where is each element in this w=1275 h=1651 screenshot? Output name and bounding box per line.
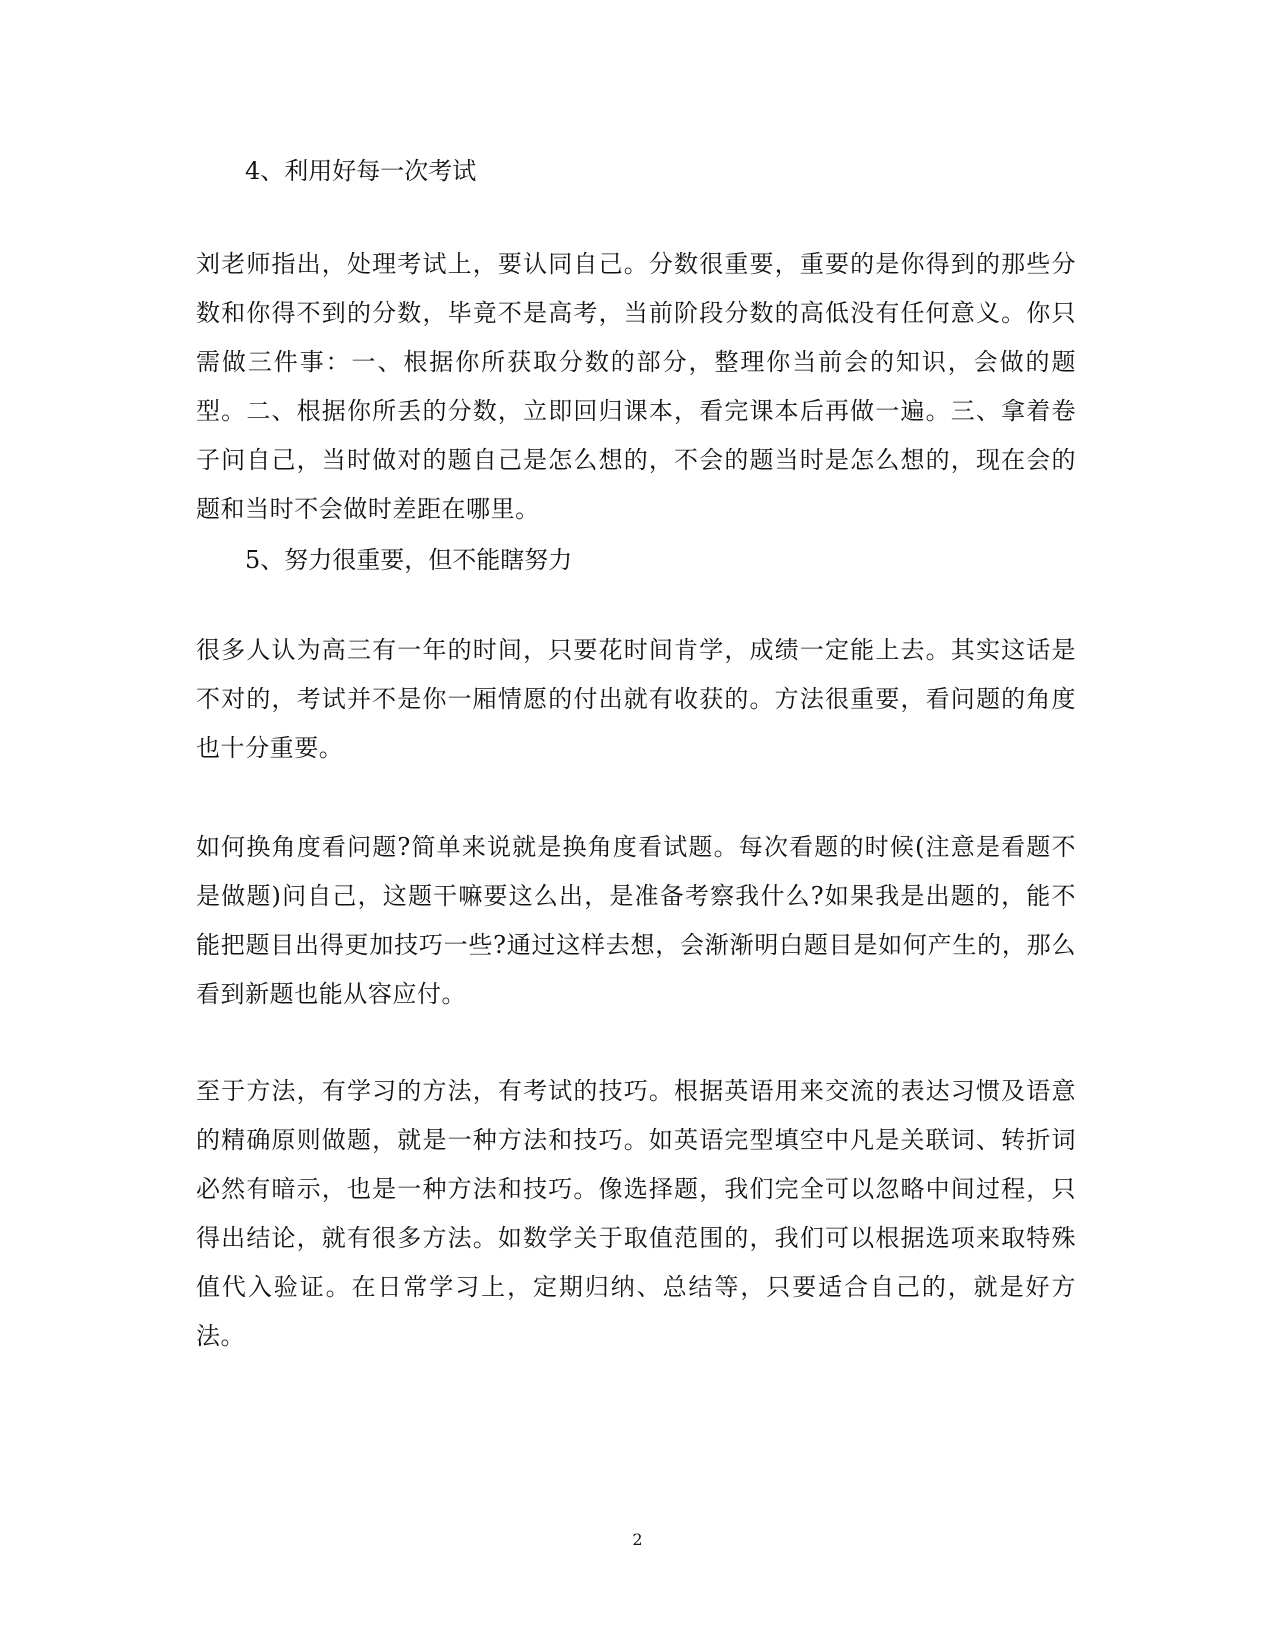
paragraph-change-perspective: 如何换角度看问题?简单来说就是换角度看试题。每次看题的时候(注意是看题不是做题)问自己，这题干嘛要这么出，是准备考察我什么?如果我是出题的，能不能把题目出得更加技巧一些?通过这样去想，会渐渐明白题目是如何产生的，那么看到新题也能从容应付。 [196, 833, 1076, 1008]
paragraph-exam-usage: 刘老师指出，处理考试上，要认同自己。分数很重要，重要的是你得到的那些分数和你得不到的分数，毕竟不是高考，当前阶段分数的高低没有任何意义。你只需做三件事：一、根据你所获取分数的部分，整理你当前会的知识，会做的题型。二、根据你所丢的分数，立即回归课本，看完课本后再做一遍。三、拿着卷子问自己，当时做对的题自己是怎么想的，不会的题当时是怎么想的，现在会的题和当时不会做时差距在哪里。 [196, 250, 1076, 523]
section-heading-4: 4、利用好每一次考试 [245, 157, 477, 185]
section-heading-5: 5、努力很重要，但不能瞎努力 [245, 546, 573, 574]
page-number: 2 [632, 1530, 643, 1549]
paragraph-methods: 至于方法，有学习的方法，有考试的技巧。根据英语用来交流的表达习惯及语意的精确原则做题，就是一种方法和技巧。如英语完型填空中凡是关联词、转折词必然有暗示，也是一种方法和技巧。像选择题，我们完全可以忽略中间过程，只得出结论，就有很多方法。如数学关于取值范围的，我们可以根据选项来取特殊值代入验证。在日常学习上，定期归纳、总结等，只要适合自己的，就是好方法。 [196, 1077, 1076, 1350]
paragraph-effort: 很多人认为高三有一年的时间，只要花时间肯学，成绩一定能上去。其实这话是不对的，考试并不是你一厢情愿的付出就有收获的。方法很重要，看问题的角度也十分重要。 [196, 636, 1076, 762]
